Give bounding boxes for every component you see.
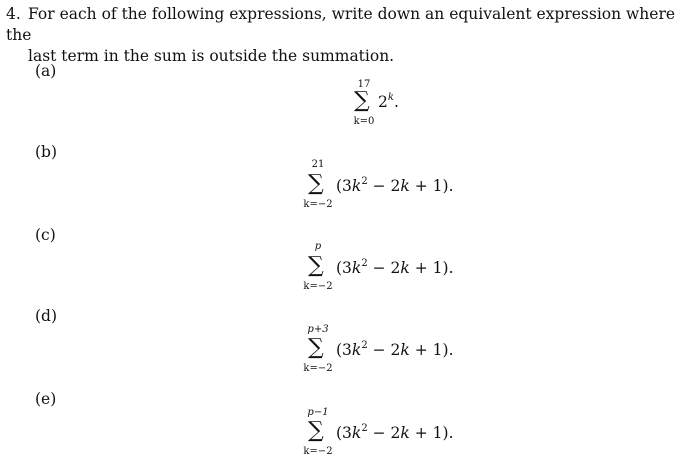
- sum-d-expression: [336, 340, 454, 360]
- sum-b-upper-limit: 21: [311, 159, 325, 170]
- sum-b-expression: [336, 176, 454, 196]
- sum-e-expr-k2: k: [400, 424, 410, 442]
- sum-d-expr-exp: 2: [361, 340, 368, 351]
- part-label-c: (c): [35, 226, 56, 244]
- sum-d-sigma: ∑: [308, 335, 324, 360]
- sum-b-expr-open: (3: [336, 177, 352, 195]
- question-line-1: [6, 4, 688, 46]
- sum-e-lower-limit: k=−2: [303, 446, 333, 457]
- part-label-d: (d): [35, 307, 58, 325]
- sum-c-expr-k2: k: [400, 259, 410, 277]
- sum-e-expr-open: (3: [336, 424, 352, 442]
- sum-d-expr-k1: k: [351, 341, 362, 359]
- sum-e-expr-k1: k: [351, 424, 362, 442]
- sum-d-lower-limit: k=−2: [303, 363, 333, 374]
- sum-c-upper-limit: p: [314, 241, 322, 252]
- question-line-2: last term in the sum is outside the summation.: [28, 47, 395, 65]
- sum-c-expr-open: (3: [336, 259, 352, 277]
- sum-c-lower-limit: k=−2: [303, 281, 333, 292]
- sum-a-upper-limit: 17: [357, 79, 371, 90]
- sum-b-expr-mid: − 2: [367, 177, 401, 195]
- sum-c-expr-exp: 2: [361, 258, 368, 269]
- sum-e-sigma: ∑: [308, 418, 324, 443]
- part-label-a: (a): [35, 62, 57, 80]
- question-number: 4.: [6, 5, 21, 23]
- sum-e-expression: [336, 423, 454, 443]
- sum-d-expr-open: (3: [336, 341, 352, 359]
- sum-a-expression: [378, 92, 399, 112]
- sum-c-expr-k1: k: [351, 259, 362, 277]
- sum-d-expr-close: + 1).: [409, 341, 454, 359]
- sum-c-expression: [336, 258, 454, 278]
- sum-d-expr-k2: k: [400, 341, 410, 359]
- sum-e-expr-exp: 2: [361, 423, 368, 434]
- sum-a-exponent: k: [387, 92, 394, 103]
- question-text: [6, 4, 688, 67]
- sum-e-upper-limit: p−1: [307, 407, 329, 418]
- sum-a-tail: .: [393, 93, 399, 111]
- sum-c-sigma: ∑: [308, 253, 324, 278]
- sum-b-lower-limit: k=−2: [303, 199, 333, 210]
- sum-d-expr-mid: − 2: [367, 341, 401, 359]
- question-line-1-text: For each of the following expressions, write down an equivalent expression where the: [6, 5, 676, 44]
- sum-a-base: 2: [378, 93, 388, 111]
- sum-c-expr-close: + 1).: [409, 259, 454, 277]
- sum-b-sigma: ∑: [308, 171, 324, 196]
- sum-b-expr-exp: 2: [361, 176, 368, 187]
- sum-e-expr-close: + 1).: [409, 424, 454, 442]
- sum-a-lower-limit: k=0: [353, 116, 375, 127]
- sum-a-sigma: ∑: [354, 88, 370, 113]
- sum-b-expr-k2: k: [400, 177, 410, 195]
- sum-e-expr-mid: − 2: [367, 424, 401, 442]
- part-label-e: (e): [35, 390, 57, 408]
- sum-c-expr-mid: − 2: [367, 259, 401, 277]
- sum-b-expr-close: + 1).: [409, 177, 454, 195]
- sum-b-expr-k1: k: [351, 177, 362, 195]
- part-label-b: (b): [35, 143, 58, 161]
- sum-d-upper-limit: p+3: [307, 324, 329, 335]
